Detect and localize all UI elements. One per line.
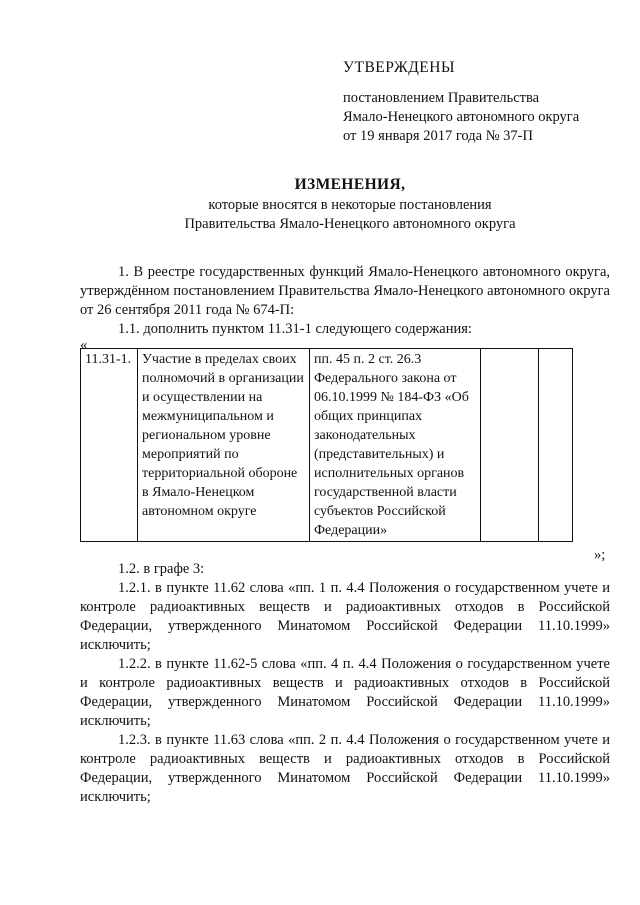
list-item: 1.2. в графе 3: [118,561,205,577]
cell-empty-5 [539,349,573,542]
title-main: ИЗМЕНЕНИЯ, [294,176,406,193]
list-item: 1.2.1. в пункте 11.62 слова «пп. 1 п. 4.4 Положения о государственном учете и контроле радиоактивных веществ и радиоактивных отходов в Российской Федерации, утвержденного Минатомом Российской Федерации 11.10.1999» исключить; [80,580,610,653]
section-1-intro: 1. В реестре государственных функций Ямало-Ненецкого автономного округа, утверждённом постановлением Правительства Ямало-Ненецкого автономного округа от 26 сентября 2011 года № 674-П: [80,264,610,318]
title-line-1: которые вносятся в некоторые постановления [208,197,492,213]
list-item: 1.2.3. в пункте 11.63 слова «пп. 2 п. 4.4 Положения о государственном учете и контроле радиоактивных веществ и радиоактивных отходов в Российской Федерации, утвержденного Минатомом Российской Федерации 11.10.1999» исключить; [80,732,610,805]
section-1 [80,263,610,339]
register-table [80,348,573,542]
quote-open: « [80,337,88,353]
title-line-2: Правительства Ямало-Ненецкого автономного округа [184,216,516,232]
cell-empty-4 [481,349,539,542]
cell-legal-basis: пп. 45 п. 2 ст. 26.3 Федерального закона от 06.10.1999 № 184-ФЗ «Об общих принципах законодательных (представительных) и исполнительных органов государственной власти субъектов Российской Федерации» [310,349,481,542]
table-row [81,349,573,542]
approval-block [343,58,613,146]
approval-line-2: Ямало-Ненецкого автономного округа [343,109,580,125]
cell-function: Участие в пределах своих полномочий в организации и осуществлении на межмуниципальном и региональном уровне мероприятий по территориальной обороне в Ямало-Ненецком автономном округе [138,349,310,542]
approval-line-1: постановлением Правительства [343,90,540,106]
quote-close: »; [594,547,606,563]
approval-line-3: от 19 января 2017 года № 37-П [343,128,533,144]
approval-heading: УТВЕРЖДЕНЫ [343,59,455,76]
cell-number: 11.31-1. [81,349,138,542]
document-title [80,175,620,234]
item-1-1: 1.1. дополнить пунктом 11.31-1 следующего содержания: [118,321,472,337]
list-item: 1.2.2. в пункте 11.62-5 слова «пп. 4 п. 4.4 Положения о государственном учете и контроле радиоактивных веществ и радиоактивных отходов в Российской Федерации, утвержденного Минатомом Российской Федерации 11.10.1999» исключить; [80,656,610,729]
items-list [80,560,610,807]
